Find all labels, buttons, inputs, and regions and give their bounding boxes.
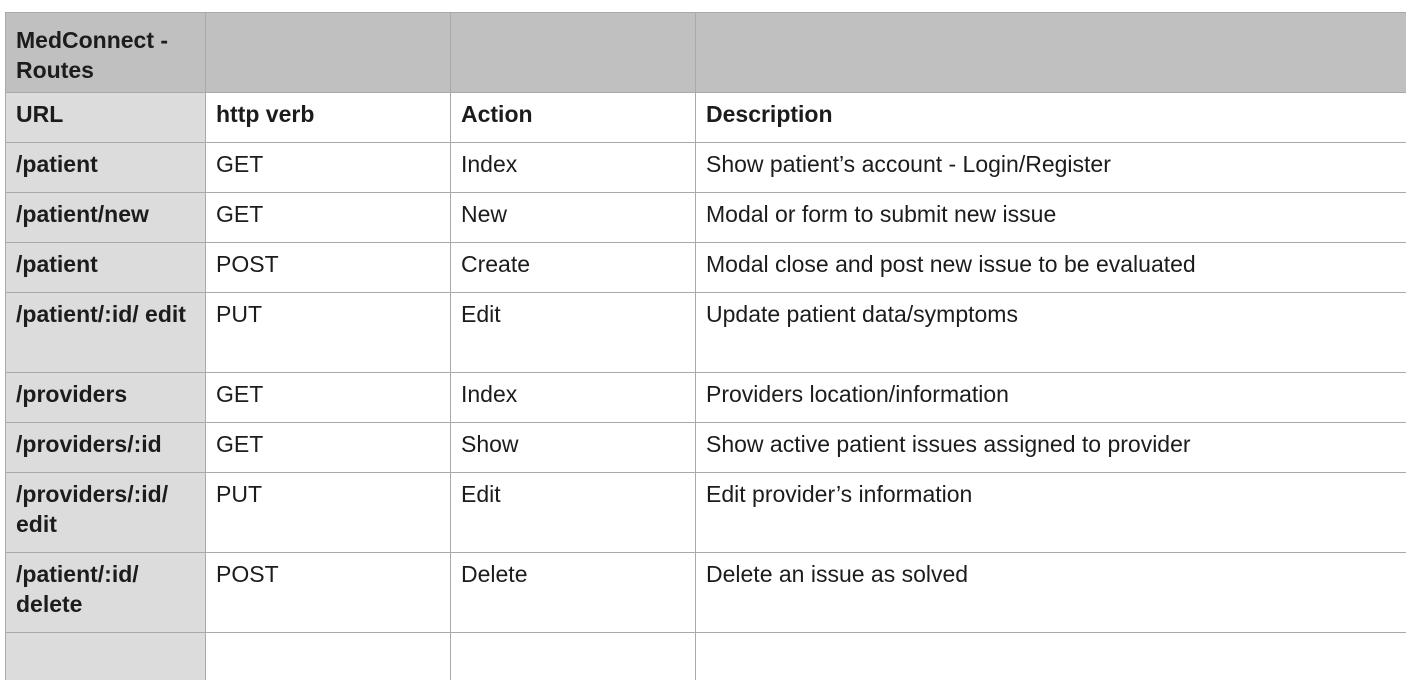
cell-description[interactable]: Edit provider’s information	[696, 473, 1406, 553]
cell-action[interactable]: Edit	[451, 293, 696, 373]
cell-action[interactable]: Delete	[451, 553, 696, 633]
header-row	[6, 93, 1406, 143]
cell-action[interactable]: Index	[451, 373, 696, 423]
cell-verb[interactable]: PUT	[206, 293, 451, 373]
cell-verb[interactable]: GET	[206, 143, 451, 193]
table-row	[6, 473, 1406, 553]
cell-verb[interactable]: GET	[206, 373, 451, 423]
title-cell-empty[interactable]	[206, 13, 451, 93]
cell-action[interactable]: New	[451, 193, 696, 243]
cell-url[interactable]: /patient/:id/ edit	[6, 293, 206, 373]
table-row	[6, 293, 1406, 373]
cell-description[interactable]: Providers location/information	[696, 373, 1406, 423]
table-row	[6, 423, 1406, 473]
cell-url[interactable]: /patient	[6, 243, 206, 293]
cell-empty[interactable]	[696, 633, 1406, 680]
cell-verb[interactable]: GET	[206, 423, 451, 473]
cell-verb[interactable]: POST	[206, 553, 451, 633]
table-row	[6, 243, 1406, 293]
empty-row	[6, 633, 1406, 680]
cell-action[interactable]: Edit	[451, 473, 696, 553]
header-url[interactable]: URL	[6, 93, 206, 143]
spreadsheet-sheet	[5, 12, 1406, 680]
cell-verb[interactable]: GET	[206, 193, 451, 243]
table-row	[6, 373, 1406, 423]
cell-action[interactable]: Show	[451, 423, 696, 473]
cell-url[interactable]: /patient/new	[6, 193, 206, 243]
cell-action[interactable]: Index	[451, 143, 696, 193]
cell-description[interactable]: Show active patient issues assigned to provider	[696, 423, 1406, 473]
cell-url-empty[interactable]	[6, 633, 206, 680]
cell-url[interactable]: /patient/:id/ delete	[6, 553, 206, 633]
cell-url[interactable]: /patient	[6, 143, 206, 193]
header-action[interactable]: Action	[451, 93, 696, 143]
cell-description[interactable]: Delete an issue as solved	[696, 553, 1406, 633]
table-row	[6, 193, 1406, 243]
cell-description[interactable]: Modal or form to submit new issue	[696, 193, 1406, 243]
cell-url[interactable]: /providers/:id/ edit	[6, 473, 206, 553]
cell-description[interactable]: Modal close and post new issue to be evaluated	[696, 243, 1406, 293]
cell-empty[interactable]	[451, 633, 696, 680]
cell-empty[interactable]	[206, 633, 451, 680]
cell-description[interactable]: Show patient’s account - Login/Register	[696, 143, 1406, 193]
header-http-verb[interactable]: http verb	[206, 93, 451, 143]
table-title[interactable]: MedConnect - Routes	[6, 13, 206, 93]
cell-description[interactable]: Update patient data/symptoms	[696, 293, 1406, 373]
title-cell-empty[interactable]	[451, 13, 696, 93]
table-row	[6, 143, 1406, 193]
table-row	[6, 553, 1406, 633]
header-description[interactable]: Description	[696, 93, 1406, 143]
cell-verb[interactable]: POST	[206, 243, 451, 293]
title-cell-empty[interactable]	[696, 13, 1406, 93]
routes-table	[5, 12, 1406, 680]
cell-url[interactable]: /providers	[6, 373, 206, 423]
cell-action[interactable]: Create	[451, 243, 696, 293]
cell-url[interactable]: /providers/:id	[6, 423, 206, 473]
cell-verb[interactable]: PUT	[206, 473, 451, 553]
title-row	[6, 13, 1406, 93]
